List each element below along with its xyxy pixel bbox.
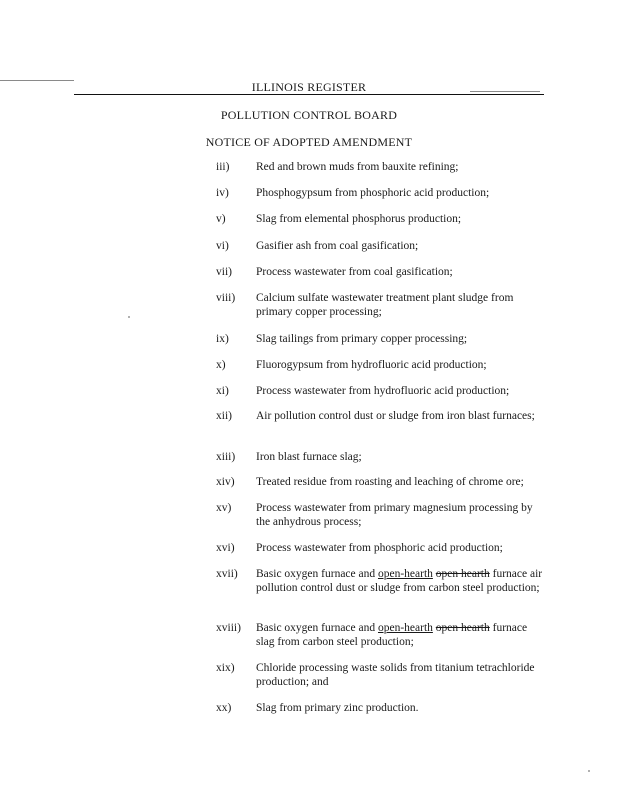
item-number: xi)	[216, 385, 229, 397]
item-number: vii)	[216, 266, 232, 278]
item-text: Gasifier ash from coal gasification;	[256, 240, 419, 252]
item-text: Slag from primary zinc production.	[256, 702, 419, 714]
item-number: xvii)	[216, 568, 238, 580]
item-text: Process wastewater from primary magnesium processing by the anhydrous process;	[256, 502, 533, 528]
item-text: Phosphogypsum from phosphoric acid production;	[256, 187, 490, 199]
item-number: iii)	[216, 161, 230, 173]
board-title: POLLUTION CONTROL BOARD	[220, 108, 398, 122]
scan-speck	[128, 316, 130, 318]
deleted-text: open hearth	[435, 568, 490, 580]
inserted-text: open-hearth	[377, 622, 433, 634]
item-text: Red and brown muds from bauxite refining;	[256, 161, 459, 173]
deleted-text: open hearth	[435, 622, 490, 634]
item-number: xii)	[216, 410, 232, 422]
register-title: ILLINOIS REGISTER	[251, 80, 367, 94]
item-number: xvi)	[216, 542, 235, 554]
notice-title: NOTICE OF ADOPTED AMENDMENT	[205, 135, 413, 149]
item-number: xix)	[216, 662, 235, 674]
item-text: Treated residue from roasting and leaching of chrome ore;	[256, 476, 524, 488]
item-number: xviii)	[216, 622, 241, 634]
item-number: x)	[216, 359, 226, 371]
item-text: Process wastewater from phosphoric acid production;	[256, 542, 503, 554]
item-text: Process wastewater from hydrofluoric acid production;	[256, 385, 510, 397]
item-text-after: furnace slag from carbon steel production;	[256, 622, 528, 648]
item-text: Iron blast furnace slag;	[256, 451, 362, 463]
item-text: Slag tailings from primary copper processing;	[256, 333, 468, 345]
item-number: xiii)	[216, 451, 236, 463]
item-number: iv)	[216, 187, 229, 199]
item-text-before: Basic oxygen furnace and	[256, 568, 378, 580]
scan-speck	[588, 770, 590, 772]
item-text-after: furnace air pollution control dust or sludge from carbon steel production;	[256, 568, 543, 594]
item-number: xx)	[216, 702, 232, 714]
item-text: Slag from elemental phosphorus production;	[256, 213, 462, 225]
item-number: xiv)	[216, 476, 235, 488]
item-number: xv)	[216, 502, 232, 514]
item-number: viii)	[216, 292, 236, 304]
item-number: v)	[216, 213, 226, 225]
item-text: Calcium sulfate wastewater treatment plant sludge from primary copper processing;	[256, 292, 514, 318]
item-text: Chloride processing waste solids from titanium tetrachloride production; and	[256, 662, 535, 688]
item-text	[256, 621, 548, 649]
item-text	[256, 567, 548, 595]
item-number: vi)	[216, 240, 229, 252]
item-number: ix)	[216, 333, 229, 345]
item-text: Fluorogypsum from hydrofluoric acid production;	[256, 359, 487, 371]
item-text: Air pollution control dust or sludge from iron blast furnaces;	[256, 410, 535, 422]
inserted-text: open-hearth	[377, 568, 433, 580]
header-rule	[74, 94, 544, 95]
item-text: Process wastewater from coal gasification;	[256, 266, 453, 278]
item-text-before: Basic oxygen furnace and	[256, 622, 378, 634]
